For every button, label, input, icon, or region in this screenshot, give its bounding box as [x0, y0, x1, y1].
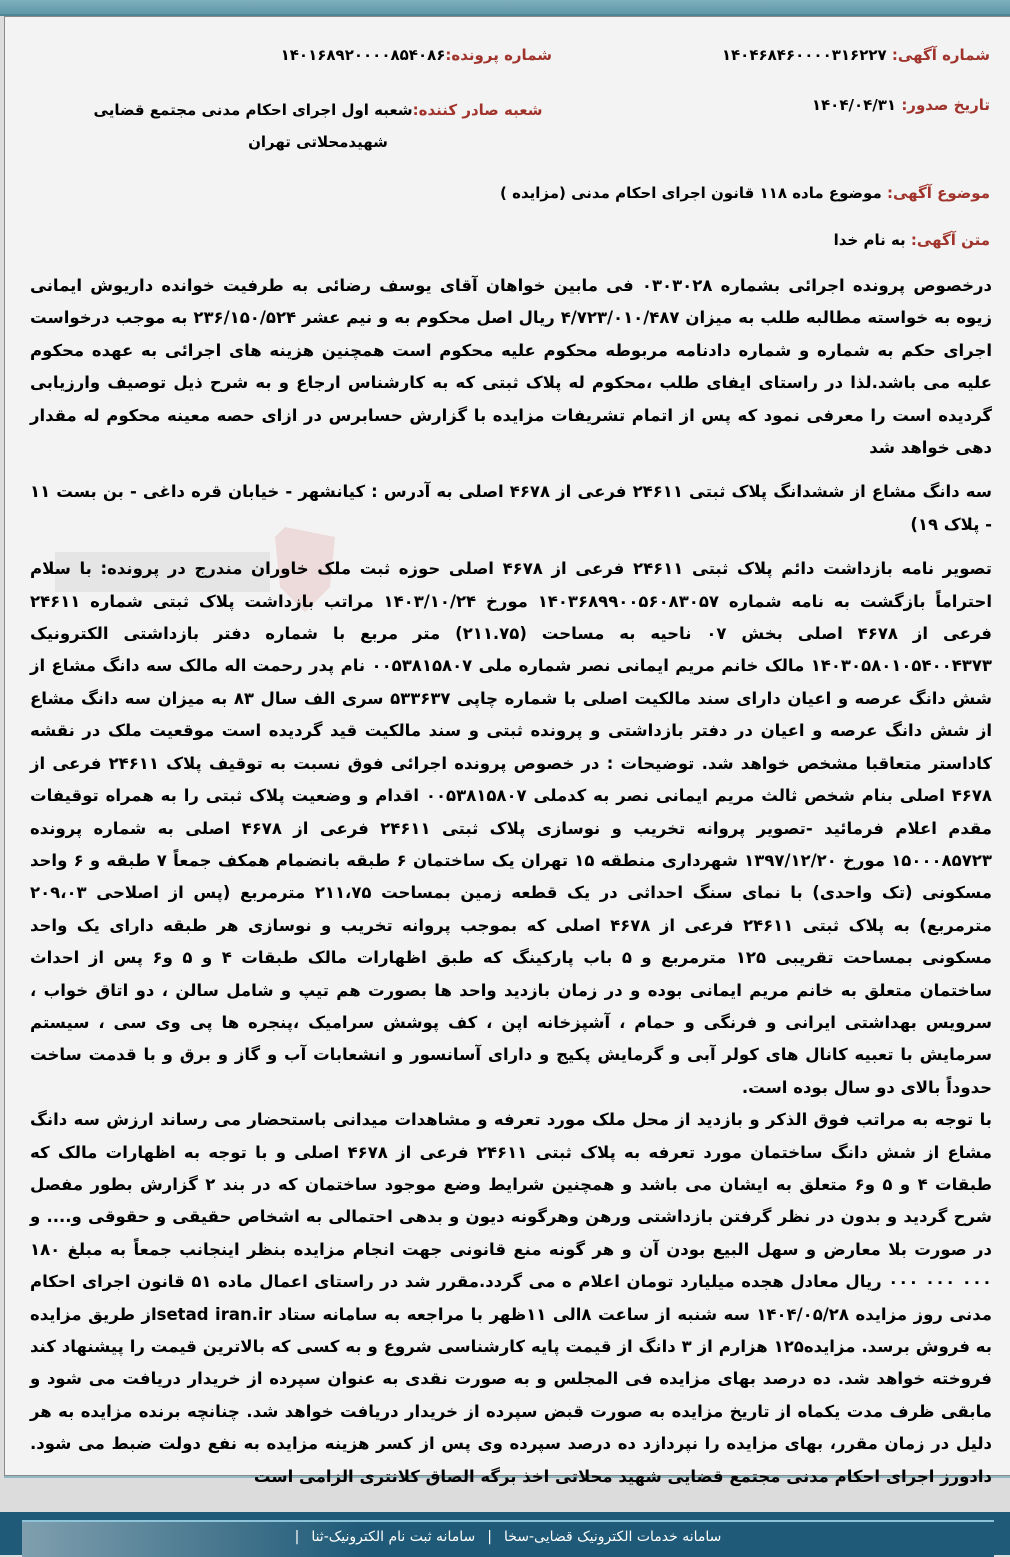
case-number-label: شماره پرونده:	[445, 46, 552, 64]
subject-value: موضوع ماده ۱۱۸ قانون اجرای احکام مدنی (مزایده )	[500, 184, 882, 202]
text-intro: به نام خدا	[833, 231, 906, 249]
separator: |	[487, 1529, 492, 1545]
notice-body	[30, 270, 992, 1505]
paragraph-case: درخصوص پرونده اجرائی بشماره ۰۳۰۳۰۲۸ فی مابین خواهان آقای یوسف رضائی به طرفیت خوانده داریوش ایمانی زیوه به خواسته مطالبه طلب به میزان ۴/۷۲۳/۰۱۰/۴۸۷ ریال اصل محکوم به و نیم عشر ۲۳۶/۱۵۰/۵۲۴ به موجب درخواست اجرای حکم به شماره و شماره دادنامه مربوطه محکوم علیه محکوم است همچنین هزینه های اجرائی به عهده محکوم علیه می باشد.لذا در راستای ایفای طلب ،محکوم له پلاک ثبتی که به کارشناس ارجاع و به شرح ذیل توصیف وارزیابی گردیده است را معرفی نمود که پس از اتمام تشریفات مزایده با گزارش حسابرس در ازای حصه معینه محکوم له مقدار دهی خواهد شد	[30, 276, 993, 458]
case-number	[281, 46, 552, 64]
paragraph-property: سه دانگ مشاع از ششدانگ پلاک ثبتی ۲۴۶۱۱ فرعی از ۴۶۷۸ اصلی به آدرس : کیانشهر - خیابان قره داغی - بن بست ۱۱ - پلاک ۱۹)	[30, 482, 993, 534]
footer	[0, 1512, 1010, 1555]
link-sakha[interactable]: سامانه خدمات الکترونیک قضایی-سخا	[503, 1529, 722, 1545]
top-bar	[0, 0, 1010, 16]
notice-text-heading	[834, 231, 990, 249]
subject-label: موضوع آگهی:	[886, 184, 990, 202]
issue-date	[812, 96, 990, 114]
branch-value: شعبه اول اجرای احکام مدنی مجتمع قضایی شهیدمحلاتی تهران	[93, 101, 413, 151]
footer-links	[22, 1520, 994, 1557]
paragraph-auction: با توجه به مراتب فوق الذکر و بازدید از محل ملک مورد تعرفه و مشاهدات میدانی باستحضار می رساند ارزش سه دانگ مشاع از شش دانگ ساختمان مورد تعرفه به پلاک ثبتی ۲۴۶۱۱ فرعی از ۴۶۷۸ اصلی و با توجه به اظهارات مالک که طبقات ۴ و ۵ و۶ متعلق به ایشان می باشد و همچنین شرایط وضع موجود ساختمان که در بند ۲ گزارش بطور مفصل شرح گردید و بدون در نظر گرفتن بازداشتی ورهن وهرگونه دیون و بدهی احتمالی به اشخاص حقیقی و حقوقی و.... و در صورت بلا معارض و سهل البیع بودن آن و هر گونه منع قانونی جهت انجام مزایده بنظر اینجانب جمعاً به مبلغ ۱۸۰ ۰۰۰ ۰۰۰ ۰۰۰ ریال معادل هجده میلیارد تومان اعلام ه می گردد.مقرر شد در راستای اعمال ماده ۵۱ قانون اجرای احکام مدنی روز مزایده ۱۴۰۴/۰۵/۲۸ سه شنبه از ساعت ۸الی ۱۱ظهر با مراجعه به سامانه ستاد setad iran.irاز طریق مزایده به فروش برسد. مزایده۱۲۵ هزارم از ۳ دانگ از قیمت پایه کارشناسی شروع و به کسی که بالاترین قیمت را پیشنهاد کند فروخته خواهد شد. ده درصد بهای مزایده فی المجلس و به صورت نقدی به عنوان سپرده از خریدار دریافت می شود و مابقی ظرف مدت یکماه از تاریخ مزایده به صورت قبض سپرده از خریدار دریافت خواهد شد. چنانچه برنده مزایده به هر دلیل در زمان مقرر، بهای مزایده را نپردازد ده درصد سپرده وی پس از کسر هزینه مزایده به نفع دولت ضبط می شود. دادورز اجرای احکام مدنی مجتمع قضایی شهید محلاتی اخذ برگه الصاق کلانتری الزامی است	[30, 1110, 993, 1486]
link-sana[interactable]: سامانه ثبت نام الکترونیک-ثنا	[311, 1529, 476, 1545]
paragraph-details: تصویر نامه بازداشت دائم پلاک ثبتی ۲۴۶۱۱ فرعی از ۴۶۷۸ اصلی حوزه ثبت ملک خاوران مندرج در پرونده: با سلام احتراماً بازگشت به نامه شماره ۱۴۰۳۶۸۹۹۰۰۵۶۰۸۳۰۵۷ مورخ ۱۴۰۳/۱۰/۲۴ مراتب بازداشت پلاک ثبتی شماره ۲۴۶۱۱ فرعی از ۴۶۷۸ اصلی بخش ۰۷ ناحیه به مساحت (۲۱۱.۷۵) متر مربع با شماره دفتر بازداشتی الکترونیک ۱۴۰۳۰۵۸۰۱۰۵۴۰۰۴۳۷۳ مالک خانم مریم ایمانی نصر شماره ملی ۰۰۵۳۸۱۵۸۰۷ نام پدر رحمت اله مالک سه دانگ مشاع از شش دانگ عرصه و اعیان دارای سند مالکیت اصلی با شماره چاپی ۵۳۳۶۳۷ سری الف سال ۸۳ به میزان سه دانگ مشاع از شش دانگ عرصه و اعیان در دفتر بازداشتی و پرونده ثبتی و سند مالکیت قید گردیده است موقعیت ملک در نقشه کاداستر متعاقبا مشخص خواهد شد. توضیحات : در خصوص پرونده اجرائی فوق نسبت به توقیف پلاک ۲۴۶۱۱ فرعی از ۴۶۷۸ اصلی بنام شخص ثالث مریم ایمانی نصر به کدملی ۰۰۵۳۸۱۵۸۰۷ اقدام و وضعیت پلاک ثبتی را به همراه توقیفات مقدم اعلام فرمائید -تصویر پروانه تخریب و نوسازی پلاک ثبتی ۲۴۶۱۱ فرعی از ۴۶۷۸ اصلی به شماره پرونده ۱۵۰۰۰۸۵۷۲۳ مورخ ۱۳۹۷/۱۲/۲۰ شهرداری منطقه ۱۵ تهران یک ساختمان ۶ طبقه بانضمام همکف جمعاً ۷ طبقه و ۶ واحد مسکونی (تک واحدی) با نمای سنگ احداثی در یک قطعه زمین بمساحت ۲۱۱،۷۵ مترمربع (پس از اصلاحی ۲۰۹،۰۳ مترمربع) به پلاک ثبتی ۲۴۶۱۱ فرعی از ۴۶۷۸ اصلی که بموجب پروانه تخریب و نوسازی هر طبقه دارای یک واحد مسکونی بمساحت تقریبی ۱۲۵ مترمربع و ۵ باب پارکینگ که طبق اظهارات مالک طبقات ۴ و ۵ و۶ پس از احداث ساختمان متعلق به خانم مریم ایمانی بوده و در زمان بازدید واحد ها بصورت هم تیپ و شامل سالن ، دو اتاق خواب ، سرویس بهداشتی ایرانی و فرنگی و حمام ، آشپزخانه اپن ، کف پوشش سرامیک ،پنجره ها پی وی سی ، سیستم سرمایش با تعبیه کانال های کولر آبی و گرمایش پکیج و دارای آسانسور و انشعابات آب و گاز و برق و با قدمت ساخت حدوداً بالای دو سال بوده است.	[30, 559, 993, 1097]
issue-date-label: تاریخ صدور:	[901, 96, 990, 114]
notice-subject	[500, 184, 990, 202]
notice-number-value: ۱۴۰۴۶۸۴۶۰۰۰۰۳۱۶۲۲۷	[721, 46, 887, 64]
issue-date-value: ۱۴۰۴/۰۴/۳۱	[811, 96, 897, 114]
separator: |	[294, 1529, 300, 1545]
issuing-branch	[58, 94, 578, 158]
case-number-value: ۱۴۰۱۶۸۹۲۰۰۰۰۸۵۴۰۸۶	[280, 46, 446, 64]
notice-number-label: شماره آگهی:	[891, 46, 990, 64]
text-label: متن آگهی:	[910, 231, 990, 249]
notice-number	[722, 46, 990, 64]
branch-label: شعبه صادر کننده:	[412, 101, 543, 119]
